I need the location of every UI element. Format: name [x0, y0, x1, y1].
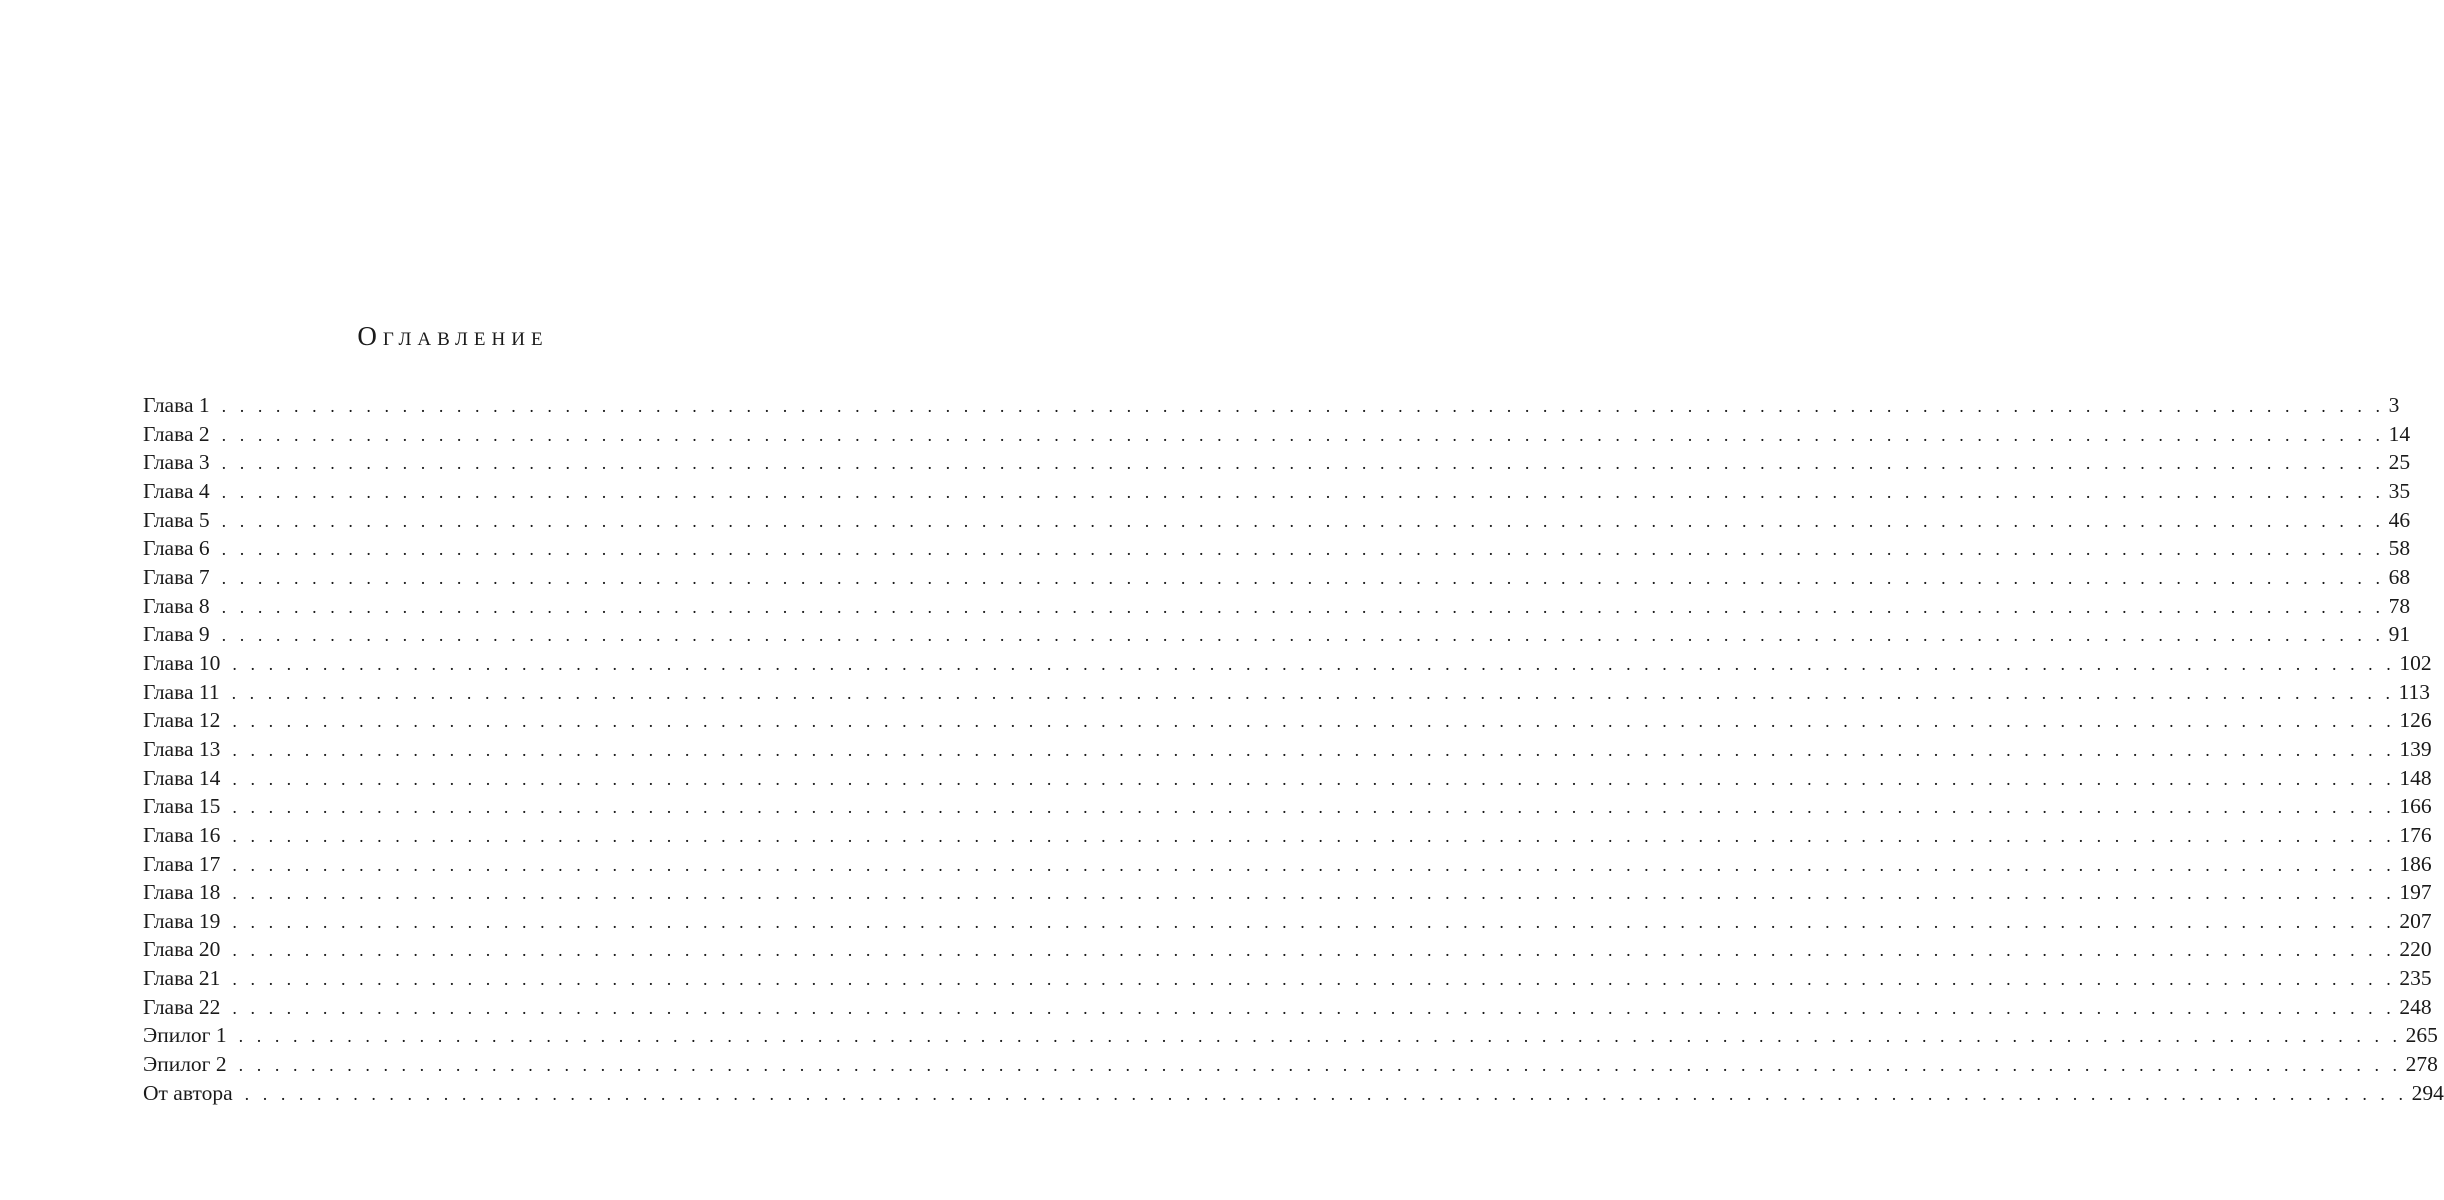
- toc-entry-page-number: 68: [2388, 564, 2411, 589]
- toc-entry-title: Эпилог 1: [143, 1023, 227, 1048]
- toc-entry[interactable]: [143, 420, 2411, 449]
- toc-entry[interactable]: [143, 649, 2432, 678]
- toc-entry-page-number: 126: [2399, 708, 2432, 733]
- dot-leader: . . . . . . . . . . . . . . . . . . . . . . . . . . . . . . . . . . . . . . . . . . . . . . . . . . . . . . . . . . . . . . . . . . . . . . . . . . . . . . . . . . . . . . . . . . . . . . . . . . . . . . . . . . . . . . . . . . . . . . . .: [232, 911, 2396, 932]
- toc-entry-title: Глава 4: [143, 478, 210, 503]
- toc-entry-title: Глава 16: [143, 822, 221, 847]
- toc-entry-page-number: 278: [2405, 1052, 2438, 1077]
- toc-entry-page-number: 265: [2405, 1023, 2438, 1048]
- toc-entry[interactable]: [143, 850, 2432, 879]
- toc-entry-title: Глава 12: [143, 708, 221, 733]
- toc-entry-page-number: 78: [2388, 593, 2411, 618]
- toc-entry-title: Глава 2: [143, 421, 210, 446]
- toc-entry[interactable]: [143, 534, 2411, 563]
- toc-entry-title: Глава 19: [143, 908, 221, 933]
- toc-entry-page-number: 139: [2399, 736, 2432, 761]
- toc-entry-page-number: 294: [2411, 1080, 2444, 1105]
- toc-entry-page-number: 25: [2388, 450, 2411, 475]
- toc-entry-title: Глава 17: [143, 851, 221, 876]
- toc-entry-title: Глава 7: [143, 564, 210, 589]
- toc-entry-title: Глава 9: [143, 622, 210, 647]
- toc-entry-title: Глава 5: [143, 507, 210, 532]
- toc-entry-page-number: 3: [2388, 393, 2400, 417]
- toc-entry[interactable]: [143, 563, 2411, 592]
- toc-entry-page-number: 91: [2388, 622, 2411, 647]
- toc-entry-page-number: 176: [2399, 822, 2432, 847]
- dot-leader: . . . . . . . . . . . . . . . . . . . . . . . . . . . . . . . . . . . . . . . . . . . . . . . . . . . . . . . . . . . . . . . . . . . . . . . . . . . . . . . . . . . . . . . . . . . . . . . . . . . . . . . . . . . . . . . . . . . . . . . .: [221, 424, 2385, 445]
- toc-entry-title: Эпилог 2: [143, 1052, 227, 1077]
- toc-entry[interactable]: [143, 1021, 2438, 1050]
- toc-entry[interactable]: [143, 792, 2432, 821]
- toc-entry[interactable]: [143, 391, 2400, 420]
- dot-leader: . . . . . . . . . . . . . . . . . . . . . . . . . . . . . . . . . . . . . . . . . . . . . . . . . . . . . . . . . . . . . . . . . . . . . . . . . . . . . . . . . . . . . . . . . . . . . . . . . . . . . . . . . . . . . . . . . . . . . . . .: [221, 481, 2385, 502]
- toc-entry[interactable]: [143, 907, 2432, 936]
- dot-leader: . . . . . . . . . . . . . . . . . . . . . . . . . . . . . . . . . . . . . . . . . . . . . . . . . . . . . . . . . . . . . . . . . . . . . . . . . . . . . . . . . . . . . . . . . . . . . . . . . . . . . . . . . . . . . . . . . . . . . . . .: [232, 711, 2396, 732]
- toc-entry-title: Глава 11: [143, 679, 220, 704]
- toc-list: [143, 391, 2444, 1107]
- toc-entry[interactable]: [143, 993, 2432, 1022]
- dot-leader: . . . . . . . . . . . . . . . . . . . . . . . . . . . . . . . . . . . . . . . . . . . . . . . . . . . . . . . . . . . . . . . . . . . . . . . . . . . . . . . . . . . . . . . . . . . . . . . . . . . . . . . . . . . . . . . . . . . . . . . .: [221, 453, 2385, 474]
- toc-entry[interactable]: [143, 1079, 2444, 1108]
- toc-entry[interactable]: [143, 821, 2432, 850]
- toc-entry[interactable]: [143, 506, 2411, 535]
- toc-entry-page-number: 148: [2399, 765, 2432, 790]
- toc-entry-title: Глава 1: [143, 393, 210, 417]
- dot-leader: . . . . . . . . . . . . . . . . . . . . . . . . . . . . . . . . . . . . . . . . . . . . . . . . . . . . . . . . . . . . . . . . . . . . . . . . . . . . . . . . . . . . . . . . . . . . . . . . . . . . . . . . . . . . . . . . . . . . . . . .: [232, 653, 2396, 674]
- dot-leader: . . . . . . . . . . . . . . . . . . . . . . . . . . . . . . . . . . . . . . . . . . . . . . . . . . . . . . . . . . . . . . . . . . . . . . . . . . . . . . . . . . . . . . . . . . . . . . . . . . . . . . . . . . . . . . . . . . . . . . . .: [232, 883, 2396, 904]
- toc-entry[interactable]: [143, 1050, 2438, 1079]
- toc-entry[interactable]: [143, 935, 2432, 964]
- toc-entry[interactable]: [143, 735, 2432, 764]
- dot-leader: . . . . . . . . . . . . . . . . . . . . . . . . . . . . . . . . . . . . . . . . . . . . . . . . . . . . . . . . . . . . . . . . . . . . . . . . . . . . . . . . . . . . . . . . . . . . . . . . . . . . . . . . . . . . . . . . . . . . . . . .: [232, 797, 2396, 818]
- dot-leader: . . . . . . . . . . . . . . . . . . . . . . . . . . . . . . . . . . . . . . . . . . . . . . . . . . . . . . . . . . . . . . . . . . . . . . . . . . . . . . . . . . . . . . . . . . . . . . . . . . . . . . . . . . . . . . . . . . . . . . . .: [221, 625, 2385, 646]
- toc-entry-title: Глава 3: [143, 450, 210, 475]
- toc-entry-title: Глава 6: [143, 536, 210, 561]
- toc-heading: Оглавление: [357, 321, 549, 351]
- dot-leader: . . . . . . . . . . . . . . . . . . . . . . . . . . . . . . . . . . . . . . . . . . . . . . . . . . . . . . . . . . . . . . . . . . . . . . . . . . . . . . . . . . . . . . . . . . . . . . . . . . . . . . . . . . . . . . . . . . . . . . . .: [221, 510, 2385, 531]
- toc-entry[interactable]: [143, 620, 2411, 649]
- toc-entry-page-number: 14: [2388, 421, 2411, 446]
- toc-entry-page-number: 102: [2399, 650, 2432, 675]
- dot-leader: . . . . . . . . . . . . . . . . . . . . . . . . . . . . . . . . . . . . . . . . . . . . . . . . . . . . . . . . . . . . . . . . . . . . . . . . . . . . . . . . . . . . . . . . . . . . . . . . . . . . . . . . . . . . . . . . . . . . . . . .: [232, 969, 2396, 990]
- toc-entry-page-number: 58: [2388, 536, 2411, 561]
- toc-entry-title: Глава 8: [143, 593, 210, 618]
- toc-entry-title: Глава 20: [143, 937, 221, 962]
- toc-entry-page-number: 46: [2388, 507, 2411, 532]
- toc-entry-title: От автора: [143, 1080, 233, 1105]
- toc-entry-title: Глава 22: [143, 994, 221, 1019]
- toc-entry-title: Глава 21: [143, 966, 221, 991]
- toc-entry[interactable]: [143, 878, 2432, 907]
- dot-leader: . . . . . . . . . . . . . . . . . . . . . . . . . . . . . . . . . . . . . . . . . . . . . . . . . . . . . . . . . . . . . . . . . . . . . . . . . . . . . . . . . . . . . . . . . . . . . . . . . . . . . . . . . . . . . . . . . . . . . . . .: [231, 682, 2395, 703]
- dot-leader: . . . . . . . . . . . . . . . . . . . . . . . . . . . . . . . . . . . . . . . . . . . . . . . . . . . . . . . . . . . . . . . . . . . . . . . . . . . . . . . . . . . . . . . . . . . . . . . . . . . . . . . . . . . . . . . . . . . . . . . .: [232, 768, 2396, 789]
- dot-leader: . . . . . . . . . . . . . . . . . . . . . . . . . . . . . . . . . . . . . . . . . . . . . . . . . . . . . . . . . . . . . . . . . . . . . . . . . . . . . . . . . . . . . . . . . . . . . . . . . . . . . . . . . . . . . . . . . . . . . . . .: [221, 567, 2385, 588]
- toc-entry-page-number: 220: [2399, 937, 2432, 962]
- dot-leader: . . . . . . . . . . . . . . . . . . . . . . . . . . . . . . . . . . . . . . . . . . . . . . . . . . . . . . . . . . . . . . . . . . . . . . . . . . . . . . . . . . . . . . . . . . . . . . . . . . . . . . . . . . . . . . . . . . . . . . . .: [232, 739, 2396, 760]
- toc-entry[interactable]: [143, 706, 2432, 735]
- dot-leader: . . . . . . . . . . . . . . . . . . . . . . . . . . . . . . . . . . . . . . . . . . . . . . . . . . . . . . . . . . . . . . . . . . . . . . . . . . . . . . . . . . . . . . . . . . . . . . . . . . . . . . . . . . . . . . . . . . . . . . . .: [244, 1083, 2408, 1104]
- dot-leader: . . . . . . . . . . . . . . . . . . . . . . . . . . . . . . . . . . . . . . . . . . . . . . . . . . . . . . . . . . . . . . . . . . . . . . . . . . . . . . . . . . . . . . . . . . . . . . . . . . . . . . . . . . . . . . . . . . . . . . . .: [238, 1055, 2402, 1076]
- toc-entry-title: Глава 13: [143, 736, 221, 761]
- dot-leader: . . . . . . . . . . . . . . . . . . . . . . . . . . . . . . . . . . . . . . . . . . . . . . . . . . . . . . . . . . . . . . . . . . . . . . . . . . . . . . . . . . . . . . . . . . . . . . . . . . . . . . . . . . . . . . . . . . . . . . . .: [232, 940, 2396, 961]
- dot-leader: . . . . . . . . . . . . . . . . . . . . . . . . . . . . . . . . . . . . . . . . . . . . . . . . . . . . . . . . . . . . . . . . . . . . . . . . . . . . . . . . . . . . . . . . . . . . . . . . . . . . . . . . . . . . . . . . . . . . . . . .: [221, 539, 2385, 560]
- toc-entry[interactable]: [143, 678, 2430, 707]
- dot-leader: . . . . . . . . . . . . . . . . . . . . . . . . . . . . . . . . . . . . . . . . . . . . . . . . . . . . . . . . . . . . . . . . . . . . . . . . . . . . . . . . . . . . . . . . . . . . . . . . . . . . . . . . . . . . . . . . . . . . . . . .: [221, 596, 2385, 617]
- toc-entry[interactable]: [143, 764, 2432, 793]
- toc-entry-page-number: 248: [2399, 994, 2432, 1019]
- toc-entry-page-number: 235: [2399, 966, 2432, 991]
- toc-entry-page-number: 113: [2398, 679, 2430, 704]
- toc-entry-title: Глава 15: [143, 794, 221, 819]
- dot-leader: . . . . . . . . . . . . . . . . . . . . . . . . . . . . . . . . . . . . . . . . . . . . . . . . . . . . . . . . . . . . . . . . . . . . . . . . . . . . . . . . . . . . . . . . . . . . . . . . . . . . . . . . . . . . . . . . . . . . . . . .: [238, 1026, 2402, 1047]
- dot-leader: . . . . . . . . . . . . . . . . . . . . . . . . . . . . . . . . . . . . . . . . . . . . . . . . . . . . . . . . . . . . . . . . . . . . . . . . . . . . . . . . . . . . . . . . . . . . . . . . . . . . . . . . . . . . . . . . . . . . . . . .: [232, 997, 2396, 1018]
- toc-entry-page-number: 166: [2399, 794, 2432, 819]
- toc-entry[interactable]: [143, 964, 2432, 993]
- dot-leader: . . . . . . . . . . . . . . . . . . . . . . . . . . . . . . . . . . . . . . . . . . . . . . . . . . . . . . . . . . . . . . . . . . . . . . . . . . . . . . . . . . . . . . . . . . . . . . . . . . . . . . . . . . . . . . . . . . . . . . . .: [232, 854, 2396, 875]
- toc-entry-page-number: 207: [2399, 908, 2432, 933]
- toc-entry-title: Глава 18: [143, 880, 221, 905]
- toc-entry[interactable]: [143, 448, 2411, 477]
- dot-leader: . . . . . . . . . . . . . . . . . . . . . . . . . . . . . . . . . . . . . . . . . . . . . . . . . . . . . . . . . . . . . . . . . . . . . . . . . . . . . . . . . . . . . . . . . . . . . . . . . . . . . . . . . . . . . . . . . . . . . . . .: [232, 825, 2396, 846]
- dot-leader: . . . . . . . . . . . . . . . . . . . . . . . . . . . . . . . . . . . . . . . . . . . . . . . . . . . . . . . . . . . . . . . . . . . . . . . . . . . . . . . . . . . . . . . . . . . . . . . . . . . . . . . . . . . . . . . . . . . . . . . .: [221, 396, 2385, 416]
- toc-entry[interactable]: [143, 477, 2411, 506]
- toc-entry-page-number: 35: [2388, 478, 2411, 503]
- toc-entry-title: Глава 14: [143, 765, 221, 790]
- toc-entry[interactable]: [143, 592, 2411, 621]
- toc-entry-title: Глава 10: [143, 650, 221, 675]
- toc-entry-page-number: 197: [2399, 880, 2432, 905]
- toc-entry-page-number: 186: [2399, 851, 2432, 876]
